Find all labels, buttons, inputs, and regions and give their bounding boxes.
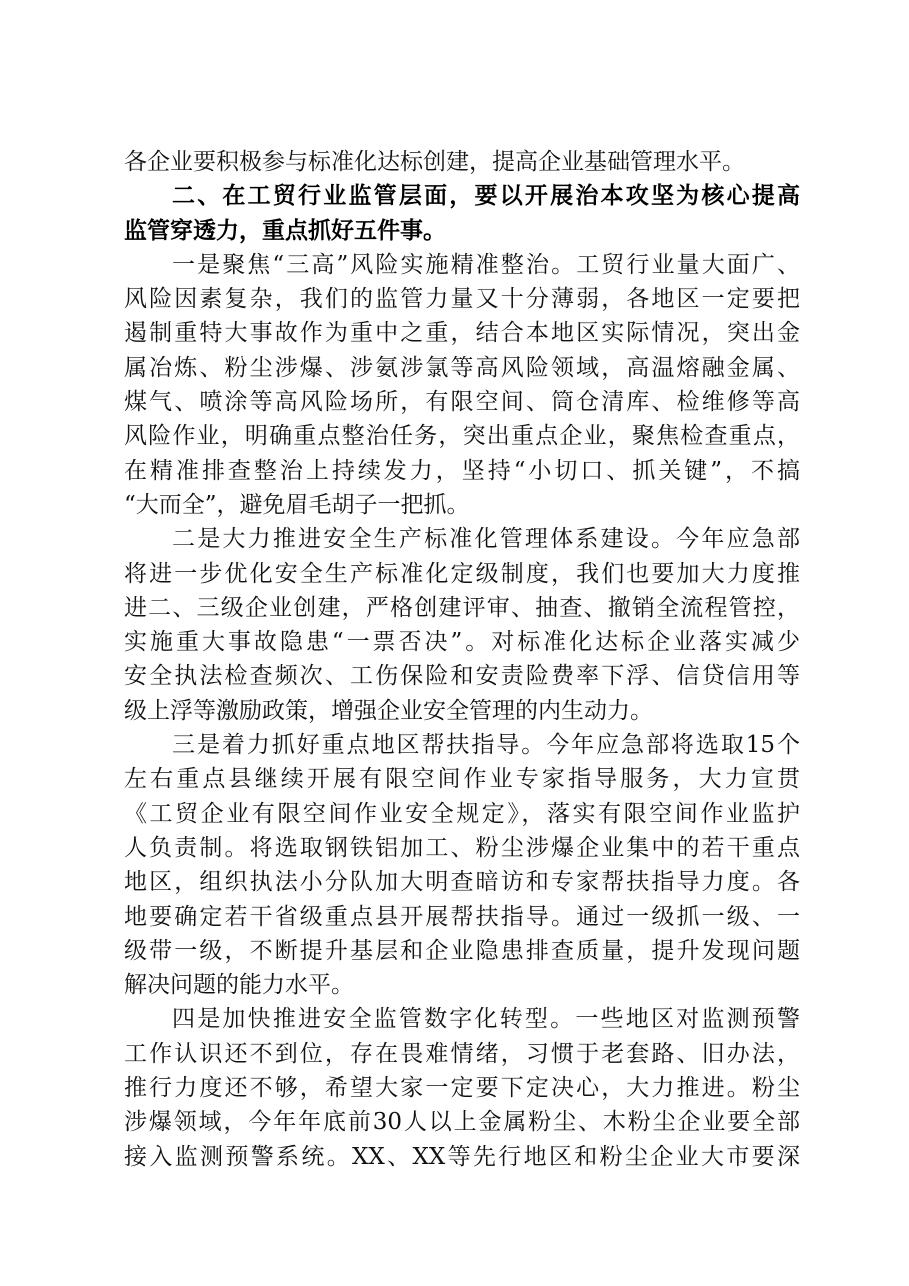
text-line: 地区，组织执法小分队加大明查暗访和专家帮扶指导力度。各 [124,869,800,896]
text-line: 工作认识还不到位，存在畏难情绪，习惯于老套路、旧办法， [124,1040,800,1067]
text-line: 左右重点县继续开展有限空间作业专家指导服务，大力宣贯 [124,766,800,793]
text-line: 实施重大事故隐患“一票否决”。对标准化达标企业落实减少 [124,629,800,656]
text-line: “大而全”，避免眉毛胡子一把抓。 [124,491,470,518]
text-line: 安全执法检查频次、工伤保险和安责险费率下浮、信贷信用等 [124,663,800,690]
section-heading-line: 监管穿透力，重点抓好五件事。 [124,217,446,244]
text-line: 四是加快推进安全监管数字化转型。一些地区对监测预警 [172,1006,800,1033]
text-line: 二是大力推进安全生产标准化管理体系建设。今年应急部 [172,526,800,553]
text-line: 涉爆领域，今年年底前30人以上金属粉尘、木粉尘企业要全部 [124,1109,800,1136]
text-line: 接入监测预警系统。XX、XX等先行地区和粉尘企业大市要深 [124,1143,800,1170]
text-line: 煤气、喷涂等高风险场所，有限空间、筒仓清库、检维修等高 [124,389,800,416]
text-line: 各企业要积极参与标准化达标创建，提高企业基础管理水平。 [124,149,745,175]
text-line: 在精准排查整治上持续发力，坚持“小切口、抓关键”，不搞 [124,457,800,484]
text-line: 遏制重特大事故作为重中之重，结合本地区实际情况，突出金 [124,320,800,347]
text-line: 风险因素复杂，我们的监管力量又十分薄弱，各地区一定要把 [124,286,800,313]
text-line: 《工贸企业有限空间作业安全规定》，落实有限空间作业监护 [124,800,800,827]
text-line: 级上浮等激励政策，增强企业安全管理的内生动力。 [124,697,653,724]
text-line: 地要确定若干省级重点县开展帮扶指导。通过一级抓一级、一 [124,903,800,930]
text-line: 风险作业，明确重点整治任务，突出重点企业，聚焦检查重点， [124,423,800,450]
text-line: 三是着力抓好重点地区帮扶指导。今年应急部将选取15个 [172,732,800,759]
text-line: 属冶炼、粉尘涉爆、涉氨涉氯等高风险领域，高温熔融金属、 [124,354,800,381]
document-body [124,145,800,1174]
text-line: 将进一步优化安全生产标准化定级制度，我们也要加大力度推 [124,560,800,587]
text-line: 解决问题的能力水平。 [124,972,354,999]
section-heading-line: 二、在工贸行业监管层面，要以开展治本攻坚为核心提高 [172,183,800,210]
text-line: 进二、三级企业创建，严格创建评审、抽查、撤销全流程管控， [124,594,800,621]
text-line: 级带一级，不断提升基层和企业隐患排查质量，提升发现问题 [124,937,800,964]
text-line: 一是聚焦“三高”风险实施精准整治。工贸行业量大面广、 [172,251,800,278]
text-line: 人负责制。将选取钢铁铝加工、粉尘涉爆企业集中的若干重点 [124,834,800,861]
text-line: 推行力度还不够，希望大家一定要下定决心，大力推进。粉尘 [124,1075,800,1102]
